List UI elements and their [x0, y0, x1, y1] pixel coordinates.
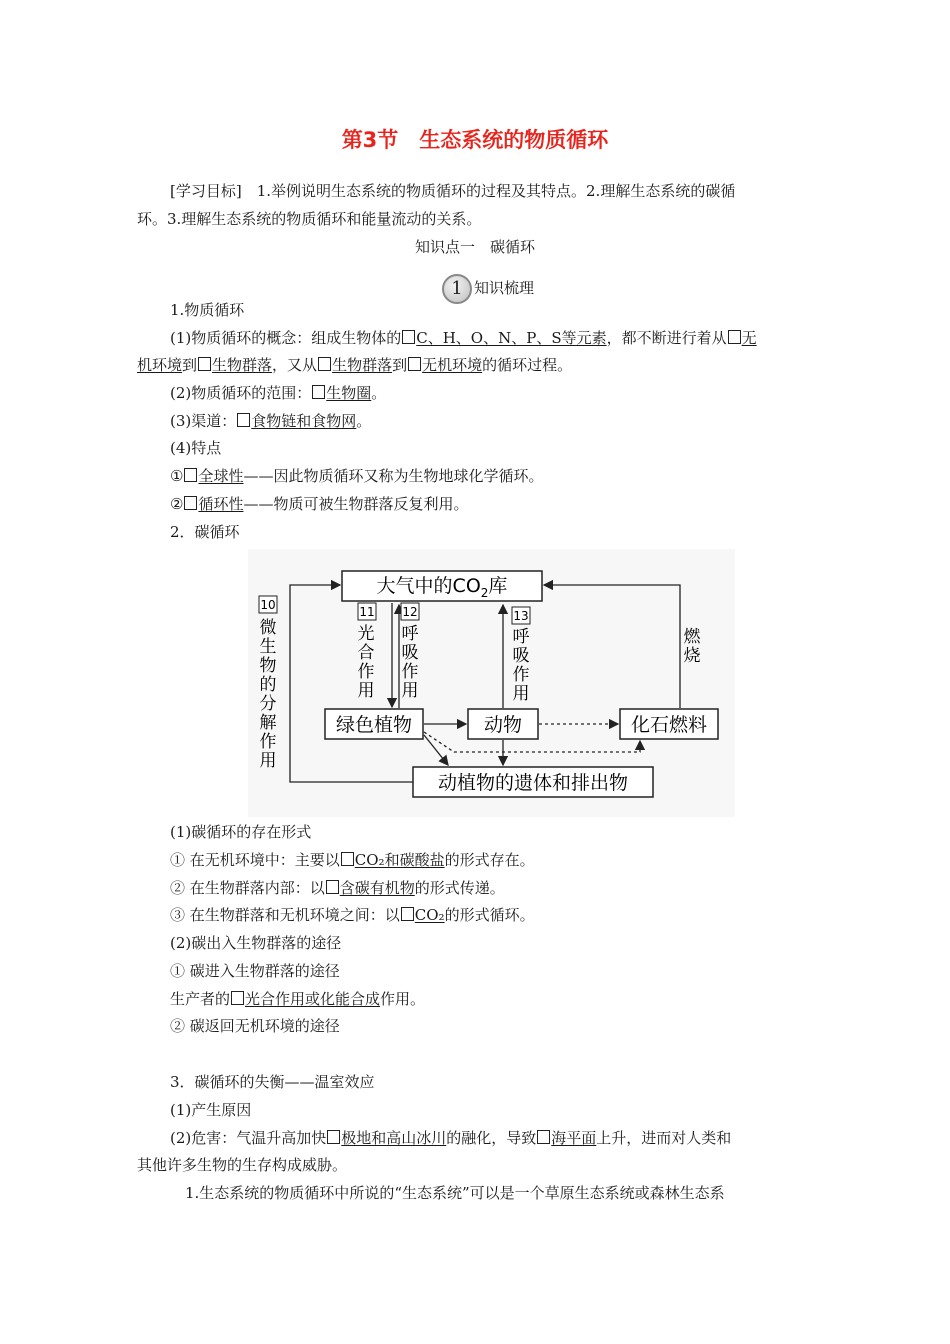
number-12: 12 [402, 605, 418, 619]
photosynthesis-label: 合 [357, 643, 375, 663]
text: ——物质可被生物群落反复利用。 [243, 495, 469, 513]
answer: 机环境 [137, 356, 183, 374]
number-11: 11 [359, 605, 375, 619]
s2-heading: 2．碳循环 [170, 523, 240, 541]
answer: 生物群落 [332, 356, 393, 374]
answer: 无 [741, 329, 757, 347]
decomposition-label: 微 [259, 618, 277, 638]
decomposition-label: 生 [259, 637, 277, 657]
text: 的形式循环。 [444, 906, 535, 924]
answer: 生物圈 [326, 384, 372, 402]
s2b-q6: ① 碳进入生物群落的途径 [170, 962, 340, 980]
animal-respiration-label: 吸 [512, 646, 530, 666]
answer: 海平面 [551, 1129, 597, 1147]
animal-respiration-label: 呼 [512, 627, 530, 647]
answer: 含碳有机物 [339, 879, 415, 897]
s1-p1 [170, 328, 757, 348]
answer: 极地和高山冰川 [341, 1129, 447, 1147]
decomposition-label: 作 [259, 732, 277, 752]
text: ③ 在生物群落和无机环境之间：以 [170, 906, 400, 924]
text: 到 [392, 356, 408, 374]
badge-label: 知识梳理 [474, 279, 535, 297]
text: 的形式传递。 [414, 879, 505, 897]
blank-box-icon [237, 413, 250, 427]
number-13: 13 [513, 609, 529, 623]
answer: 食物链和食物网 [251, 412, 357, 430]
decomposition-label: 物 [259, 656, 277, 676]
text: 到 [182, 356, 198, 374]
objectives-line-1: [学习目标] 1.举例说明生态系统的物质循环的过程及其特点。2.理解生态系统的碳循 [170, 182, 736, 200]
answer: C、H、O、N、P、S等元素 [416, 329, 607, 347]
carbon-cycle-diagram [248, 549, 735, 817]
blank-box-icon [312, 385, 325, 399]
s3-r3: 其他许多生物的生存构成威胁。 [137, 1156, 348, 1174]
plant-respiration-label: 作 [401, 662, 419, 682]
number-10: 10 [260, 598, 276, 612]
fossil-fuel-label: 化石燃料 [630, 714, 708, 736]
blank-box-icon [401, 907, 414, 921]
decomposition-label: 分 [259, 694, 277, 714]
text: (2)危害：气温升高加快 [170, 1129, 327, 1147]
animal-respiration-label: 用 [512, 684, 530, 704]
decomposition-label: 解 [259, 713, 277, 733]
blank-box-icon [402, 330, 415, 344]
text: 的形式存在。 [444, 851, 535, 869]
text: 。 [356, 412, 372, 430]
burning-label: 烧 [683, 646, 701, 666]
text: 的循环过程。 [482, 356, 573, 374]
s2b-q2 [170, 850, 535, 870]
section-heading: 知识点一 碳循环 [414, 238, 535, 256]
blank-box-icon [326, 880, 339, 894]
s1-heading: 1.物质循环 [170, 301, 245, 319]
blank-box-icon [408, 357, 421, 371]
s3-r4: 1.生态系统的物质循环中所说的“生态系统”可以是一个草原生态系统或森林生态系 [185, 1184, 725, 1202]
s2b-q4 [170, 905, 535, 925]
s2b-q1: (1)碳循环的存在形式 [170, 823, 312, 841]
s2b-q5: (2)碳出入生物群落的途径 [170, 934, 342, 952]
answer: 全球性 [198, 467, 244, 485]
s2b-q7 [170, 989, 425, 1009]
text: (2)物质循环的范围： [170, 384, 312, 402]
s2b-q8: ② 碳返回无机环境的途径 [170, 1017, 340, 1035]
s3-heading: 3．碳循环的失衡——温室效应 [170, 1073, 375, 1091]
animal-respiration-label: 作 [512, 665, 530, 685]
photosynthesis-label: 作 [357, 662, 375, 682]
blank-box-icon [184, 468, 197, 482]
animals-label: 动物 [483, 714, 523, 736]
s1-p2 [137, 355, 572, 375]
s1-p7 [170, 494, 468, 514]
photosynthesis-label: 光 [357, 624, 375, 644]
text: 。 [371, 384, 387, 402]
blank-box-icon [341, 852, 354, 866]
decomposition-label: 的 [259, 675, 277, 695]
blank-box-icon [318, 357, 331, 371]
photosynthesis-label: 用 [357, 681, 375, 701]
plants-label: 绿色植物 [335, 714, 413, 736]
blank-box-icon [537, 1130, 550, 1144]
blank-box-icon [728, 330, 741, 344]
remains-label: 动植物的遗体和排出物 [437, 772, 629, 794]
s1-p4 [170, 411, 371, 431]
s1-p6 [170, 466, 543, 486]
text: 上升，进而对人类和 [596, 1129, 732, 1147]
burning-label: 燃 [683, 627, 701, 647]
text: ① [170, 467, 184, 485]
plant-respiration-label: 吸 [401, 643, 419, 663]
text: 生产者的 [170, 990, 231, 1008]
answer: CO₂和碳酸盐 [354, 851, 445, 869]
objectives-line-2: 环。3.理解生态系统的物质循环和能量流动的关系。 [137, 210, 482, 228]
answer: 光合作用或化能合成 [245, 990, 381, 1008]
s2b-q3 [170, 878, 505, 898]
badge-number-icon: 1 [442, 274, 472, 304]
s1-p3 [170, 383, 386, 403]
s3-r1: (1)产生原因 [170, 1101, 252, 1119]
plant-respiration-label: 呼 [401, 624, 419, 644]
text: 作用。 [380, 990, 426, 1008]
blank-box-icon [184, 496, 197, 510]
answer: 无机环境 [422, 356, 483, 374]
text: (3)渠道： [170, 412, 237, 430]
page-title: 第3节 生态系统的物质循环 [341, 128, 609, 152]
s3-r2 [170, 1128, 731, 1148]
blank-box-icon [327, 1130, 340, 1144]
s1-p5: (4)特点 [170, 439, 222, 457]
atmosphere-label: 大气中的$CO_2$库 [376, 575, 508, 600]
text: ，又从 [272, 356, 318, 374]
answer: CO₂ [414, 906, 445, 924]
text: ，都不断进行着从 [606, 329, 727, 347]
decomposition-label: 用 [259, 751, 277, 771]
plant-respiration-label: 用 [401, 681, 419, 701]
knowledge-badge [442, 274, 534, 304]
blank-box-icon [198, 357, 211, 371]
answer: 生物群落 [212, 356, 273, 374]
text: ——因此物质循环又称为生物地球化学循环。 [243, 467, 544, 485]
answer: 循环性 [198, 495, 244, 513]
text: (1)物质循环的概念：组成生物体的 [170, 329, 402, 347]
text: ② 在生物群落内部：以 [170, 879, 325, 897]
text: 的融化，导致 [446, 1129, 537, 1147]
text: ② [170, 495, 184, 513]
blank-box-icon [231, 991, 244, 1005]
text: ① 在无机环境中：主要以 [170, 851, 340, 869]
